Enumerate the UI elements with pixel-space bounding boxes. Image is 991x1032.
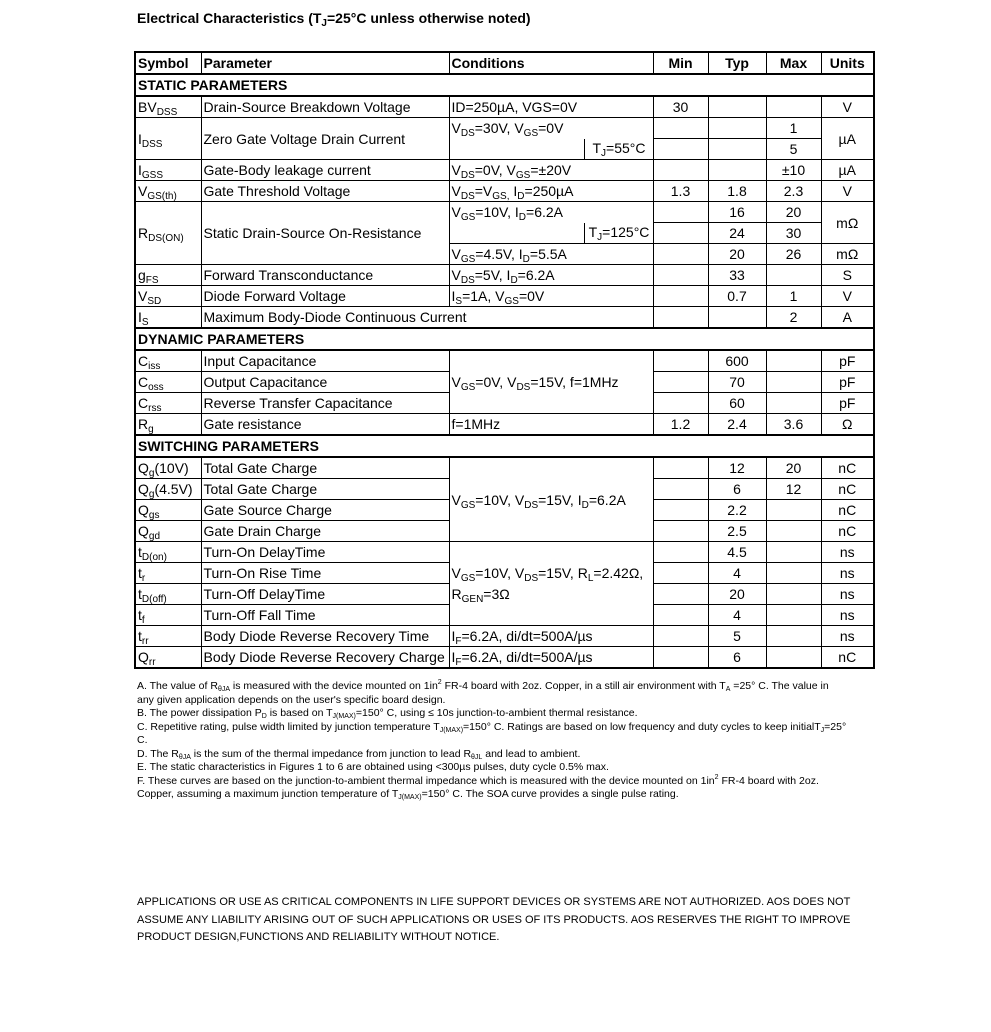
max-cell: 20 bbox=[766, 202, 821, 223]
typ-cell: 24 bbox=[708, 223, 766, 244]
conditions-cell: $V_{GS}=4.5V$, $I_D=5.5A$ bbox=[449, 244, 653, 265]
section-row bbox=[135, 435, 874, 457]
conditions-cell: $I_F=6.2A$, di/dt=500A/µs bbox=[449, 647, 653, 669]
note-a: A. The value of $R_{\theta JA}$ is measured with the device mounted on $1in^2$ FR-4 board with 2oz. Copper, in a still air environment with $T_A =25^\circ$ C. The value in any given application depends on the user's specific board design. bbox=[137, 679, 829, 706]
parameter-cell: Body Diode Reverse Recovery Time bbox=[201, 626, 449, 647]
min-cell bbox=[653, 223, 708, 244]
parameter-cell: Gate Threshold Voltage bbox=[201, 181, 449, 202]
min-cell bbox=[653, 542, 708, 563]
max-cell: 2.3 bbox=[766, 181, 821, 202]
typ-cell: 6 bbox=[708, 647, 766, 669]
symbol-cell: $t_{D(off)}$ bbox=[135, 584, 201, 605]
max-cell bbox=[766, 605, 821, 626]
disclaimer: APPLICATIONS OR USE AS CRITICAL COMPONENTS IN LIFE SUPPORT DEVICES OR SYSTEMS ARE NOT AUTHORIZED. AOS DOES NOT ASSUME ANY LIABILITY ARISING OUT OF SUCH APPLICATIONS OR USES OF ITS PRODUCTS. AOS RESERVES THE RIGHT TO IMPROVE PRODUCT DESIGN,FUNCTIONS AND RELIABILITY WITHOUT NOTICE. bbox=[137, 896, 851, 943]
max-cell: 2 bbox=[766, 307, 821, 329]
typ-cell: 1.8 bbox=[708, 181, 766, 202]
max-cell bbox=[766, 265, 821, 286]
max-cell bbox=[766, 647, 821, 669]
conditions-cell: $V_{DS}=0V$, $V_{GS}=\pm 20V$ bbox=[449, 160, 653, 181]
max-cell bbox=[766, 626, 821, 647]
unit-cell: pF bbox=[821, 350, 874, 372]
max-cell: 1 bbox=[766, 118, 821, 139]
unit-cell: nC bbox=[821, 647, 874, 669]
typ-cell: 4 bbox=[708, 605, 766, 626]
parameter-cell: Maximum Body-Diode Continuous Current bbox=[201, 307, 653, 329]
header-typ: Typ bbox=[708, 52, 766, 74]
section-dynamic: DYNAMIC PARAMETERS bbox=[135, 328, 874, 350]
min-cell bbox=[653, 626, 708, 647]
symbol-cell: $t_{D(on)}$ bbox=[135, 542, 201, 563]
symbol-cell: $I_S$ bbox=[135, 307, 201, 329]
max-cell: ±10 bbox=[766, 160, 821, 181]
max-cell bbox=[766, 372, 821, 393]
symbol-cell: $Q_g(10V)$ bbox=[135, 457, 201, 479]
parameter-cell: Gate Source Charge bbox=[201, 500, 449, 521]
typ-cell: 6 bbox=[708, 479, 766, 500]
conditions-cell: ID=250µA, VGS=0V bbox=[449, 96, 653, 118]
typ-cell bbox=[708, 307, 766, 329]
parameter-cell: Static Drain-Source On-Resistance bbox=[201, 202, 449, 265]
table-row bbox=[135, 286, 874, 307]
parameter-cell: Forward Transconductance bbox=[201, 265, 449, 286]
conditions-cell: $V_{GS}=10V$, $I_D=6.2A$ bbox=[449, 202, 653, 223]
table-row bbox=[135, 181, 874, 202]
note-b: B. The power dissipation $P_D$ is based on $T_{J(MAX)}=150^\circ$ C, using ≤ 10s junction-to-ambient thermal resistance. bbox=[137, 707, 638, 720]
conditions-cell: $V_{GS}=10V$, $V_{DS}=15V$, $I_D=6.2A$ bbox=[449, 457, 653, 542]
min-cell bbox=[653, 244, 708, 265]
min-cell bbox=[653, 160, 708, 181]
parameter-cell: Drain-Source Breakdown Voltage bbox=[201, 96, 449, 118]
notes bbox=[137, 680, 847, 802]
min-cell bbox=[653, 307, 708, 329]
table-row bbox=[135, 265, 874, 286]
table-row bbox=[135, 414, 874, 436]
symbol-cell: $I_{DSS}$ bbox=[135, 118, 201, 160]
unit-cell: mΩ bbox=[821, 202, 874, 244]
min-cell: 1.2 bbox=[653, 414, 708, 436]
symbol-cell: $I_{GSS}$ bbox=[135, 160, 201, 181]
conditions-cell: $V_{DS}=30V$, $V_{GS}=0V$ bbox=[449, 118, 653, 139]
conditions-cell bbox=[449, 223, 653, 244]
max-cell: 3.6 bbox=[766, 414, 821, 436]
conditions-cell: $I_S=1A$, $V_{GS}=0V$ bbox=[449, 286, 653, 307]
symbol-cell: $C_{oss}$ bbox=[135, 372, 201, 393]
typ-cell: 2.2 bbox=[708, 500, 766, 521]
max-cell bbox=[766, 393, 821, 414]
parameter-cell: Zero Gate Voltage Drain Current bbox=[201, 118, 449, 160]
symbol-cell: $Q_{gs}$ bbox=[135, 500, 201, 521]
table-row bbox=[135, 118, 874, 139]
section-row bbox=[135, 328, 874, 350]
max-cell bbox=[766, 96, 821, 118]
conditions-cell: $I_F=6.2A$, di/dt=500A/µs bbox=[449, 626, 653, 647]
note-d: D. The $R_{\theta JA}$ is the sum of the thermal impedance from junction to lead $R_{\theta JL}$ and lead to ambient. bbox=[137, 747, 581, 761]
header-units: Units bbox=[821, 52, 874, 74]
parameter-cell: Output Capacitance bbox=[201, 372, 449, 393]
parameter-cell: Body Diode Reverse Recovery Charge bbox=[201, 647, 449, 669]
typ-cell: 5 bbox=[708, 626, 766, 647]
parameter-cell: Turn-On Rise Time bbox=[201, 563, 449, 584]
unit-cell: ns bbox=[821, 626, 874, 647]
page-title bbox=[137, 10, 531, 29]
min-cell bbox=[653, 286, 708, 307]
unit-cell: pF bbox=[821, 372, 874, 393]
parameter-cell: Input Capacitance bbox=[201, 350, 449, 372]
section-static: STATIC PARAMETERS bbox=[135, 74, 874, 96]
conditions-cell: f=1MHz bbox=[449, 414, 653, 436]
min-cell bbox=[653, 350, 708, 372]
parameter-cell: Reverse Transfer Capacitance bbox=[201, 393, 449, 414]
table-row bbox=[135, 96, 874, 118]
max-cell bbox=[766, 563, 821, 584]
min-cell bbox=[653, 500, 708, 521]
unit-cell: ns bbox=[821, 605, 874, 626]
typ-cell bbox=[708, 118, 766, 139]
typ-cell: 20 bbox=[708, 244, 766, 265]
symbol-cell: $C_{iss}$ bbox=[135, 350, 201, 372]
typ-cell: 12 bbox=[708, 457, 766, 479]
unit-cell: nC bbox=[821, 479, 874, 500]
unit-cell: A bbox=[821, 307, 874, 329]
unit-cell: µA bbox=[821, 160, 874, 181]
unit-cell: mΩ bbox=[821, 244, 874, 265]
conditions-cell: $V_{GS}=10V$, $V_{DS}=15V$, $R_L=2.42\Omega$, $R_{GEN}=3\Omega$ bbox=[449, 542, 653, 626]
symbol-cell: $BV_{DSS}$ bbox=[135, 96, 201, 118]
unit-cell: µA bbox=[821, 118, 874, 160]
typ-cell: 70 bbox=[708, 372, 766, 393]
min-cell bbox=[653, 118, 708, 139]
conditions-cell bbox=[449, 139, 653, 160]
unit-cell: V bbox=[821, 286, 874, 307]
max-cell bbox=[766, 350, 821, 372]
unit-cell: S bbox=[821, 265, 874, 286]
symbol-cell: $Q_g(4.5V)$ bbox=[135, 479, 201, 500]
min-cell: 1.3 bbox=[653, 181, 708, 202]
unit-cell: pF bbox=[821, 393, 874, 414]
section-row bbox=[135, 74, 874, 96]
parameter-cell: Total Gate Charge bbox=[201, 457, 449, 479]
max-cell bbox=[766, 542, 821, 563]
min-cell bbox=[653, 563, 708, 584]
conditions-cell: $V_{DS}=5V$, $I_D=6.2A$ bbox=[449, 265, 653, 286]
symbol-cell: $R_g$ bbox=[135, 414, 201, 436]
typ-cell: 2.5 bbox=[708, 521, 766, 542]
conditions-cell: $V_{GS}=0V$, $V_{DS}=15V$, f=1MHz bbox=[449, 350, 653, 414]
table-row bbox=[135, 457, 874, 479]
symbol-cell: $Q_{rr}$ bbox=[135, 647, 201, 669]
unit-cell: V bbox=[821, 96, 874, 118]
note-f: F. These curves are based on the junction-to-ambient thermal impedance which is measured with the device mounted on $1in^2$ FR-4 board with 2oz. Copper, assuming a maximum junction temperature of $T_{J(MAX)}=150^\circ$ C. The SOA curve provides a single pulse rating. bbox=[137, 773, 819, 801]
min-cell bbox=[653, 521, 708, 542]
typ-cell bbox=[708, 96, 766, 118]
max-cell: 26 bbox=[766, 244, 821, 265]
note-c: C. Repetitive rating, pulse width limited by junction temperature $T_{J(MAX)}=150^\circ$ C. Ratings are based on low frequency and duty cycles to keep initialT$_J$=25° C. bbox=[137, 720, 847, 746]
parameter-cell: Turn-Off DelayTime bbox=[201, 584, 449, 605]
typ-cell: 16 bbox=[708, 202, 766, 223]
typ-cell: 4.5 bbox=[708, 542, 766, 563]
min-cell bbox=[653, 372, 708, 393]
min-cell bbox=[653, 457, 708, 479]
typ-cell: 20 bbox=[708, 584, 766, 605]
min-cell bbox=[653, 139, 708, 160]
min-cell bbox=[653, 605, 708, 626]
title-rest: =25°C unless otherwise noted) bbox=[326, 10, 531, 26]
max-cell: 12 bbox=[766, 479, 821, 500]
min-cell bbox=[653, 202, 708, 223]
table-row bbox=[135, 160, 874, 181]
parameter-cell: Total Gate Charge bbox=[201, 479, 449, 500]
min-cell bbox=[653, 584, 708, 605]
typ-cell: 2.4 bbox=[708, 414, 766, 436]
unit-cell: Ω bbox=[821, 414, 874, 436]
max-cell: 30 bbox=[766, 223, 821, 244]
max-cell bbox=[766, 521, 821, 542]
symbol-cell: $V_{SD}$ bbox=[135, 286, 201, 307]
symbol-cell: $t_{rr}$ bbox=[135, 626, 201, 647]
max-cell: 20 bbox=[766, 457, 821, 479]
header-symbol: Symbol bbox=[135, 52, 201, 74]
typ-cell bbox=[708, 139, 766, 160]
title-sub: J bbox=[321, 18, 327, 29]
parameter-cell: Turn-On DelayTime bbox=[201, 542, 449, 563]
symbol-cell: $C_{rss}$ bbox=[135, 393, 201, 414]
tj-condition: $T_J=55^\circ C$ bbox=[584, 139, 654, 160]
typ-cell: 33 bbox=[708, 265, 766, 286]
header-row bbox=[135, 52, 874, 74]
symbol-cell: $Q_{gd}$ bbox=[135, 521, 201, 542]
typ-cell: 4 bbox=[708, 563, 766, 584]
unit-cell: nC bbox=[821, 521, 874, 542]
typ-cell: 600 bbox=[708, 350, 766, 372]
symbol-cell: $t_r$ bbox=[135, 563, 201, 584]
unit-cell: nC bbox=[821, 500, 874, 521]
typ-cell bbox=[708, 160, 766, 181]
max-cell: 5 bbox=[766, 139, 821, 160]
section-switching: SWITCHING PARAMETERS bbox=[135, 435, 874, 457]
header-conditions: Conditions bbox=[449, 52, 653, 74]
electrical-characteristics-table bbox=[134, 51, 875, 669]
parameter-cell: Diode Forward Voltage bbox=[201, 286, 449, 307]
header-min: Min bbox=[653, 52, 708, 74]
unit-cell: nC bbox=[821, 457, 874, 479]
table-row bbox=[135, 647, 874, 669]
table-row bbox=[135, 307, 874, 329]
max-cell: 1 bbox=[766, 286, 821, 307]
parameter-cell: Turn-Off Fall Time bbox=[201, 605, 449, 626]
max-cell bbox=[766, 500, 821, 521]
symbol-cell: $V_{GS(th)}$ bbox=[135, 181, 201, 202]
unit-cell: ns bbox=[821, 542, 874, 563]
min-cell: 30 bbox=[653, 96, 708, 118]
typ-cell: 0.7 bbox=[708, 286, 766, 307]
header-parameter: Parameter bbox=[201, 52, 449, 74]
min-cell bbox=[653, 647, 708, 669]
unit-cell: ns bbox=[821, 563, 874, 584]
table-row bbox=[135, 542, 874, 563]
title-text: Electrical Characteristics (T bbox=[137, 10, 322, 26]
symbol-cell: $g_{FS}$ bbox=[135, 265, 201, 286]
typ-cell: 60 bbox=[708, 393, 766, 414]
conditions-cell: $V_{DS}=V_{GS,}$ $I_D=250\mu A$ bbox=[449, 181, 653, 202]
symbol-cell: $t_f$ bbox=[135, 605, 201, 626]
min-cell bbox=[653, 393, 708, 414]
unit-cell: ns bbox=[821, 584, 874, 605]
table-row bbox=[135, 350, 874, 372]
tj-condition: $T_J=125^\circ C$ bbox=[584, 223, 654, 244]
table-row bbox=[135, 626, 874, 647]
parameter-cell: Gate resistance bbox=[201, 414, 449, 436]
header-max: Max bbox=[766, 52, 821, 74]
parameter-cell: Gate Drain Charge bbox=[201, 521, 449, 542]
min-cell bbox=[653, 265, 708, 286]
note-e: E. The static characteristics in Figures 1 to 6 are obtained using <300µs pulses, duty cycle 0.5% max. bbox=[137, 761, 609, 773]
symbol-cell: $R_{DS(ON)}$ bbox=[135, 202, 201, 265]
table-row bbox=[135, 202, 874, 223]
parameter-cell: Gate-Body leakage current bbox=[201, 160, 449, 181]
unit-cell: V bbox=[821, 181, 874, 202]
max-cell bbox=[766, 584, 821, 605]
min-cell bbox=[653, 479, 708, 500]
